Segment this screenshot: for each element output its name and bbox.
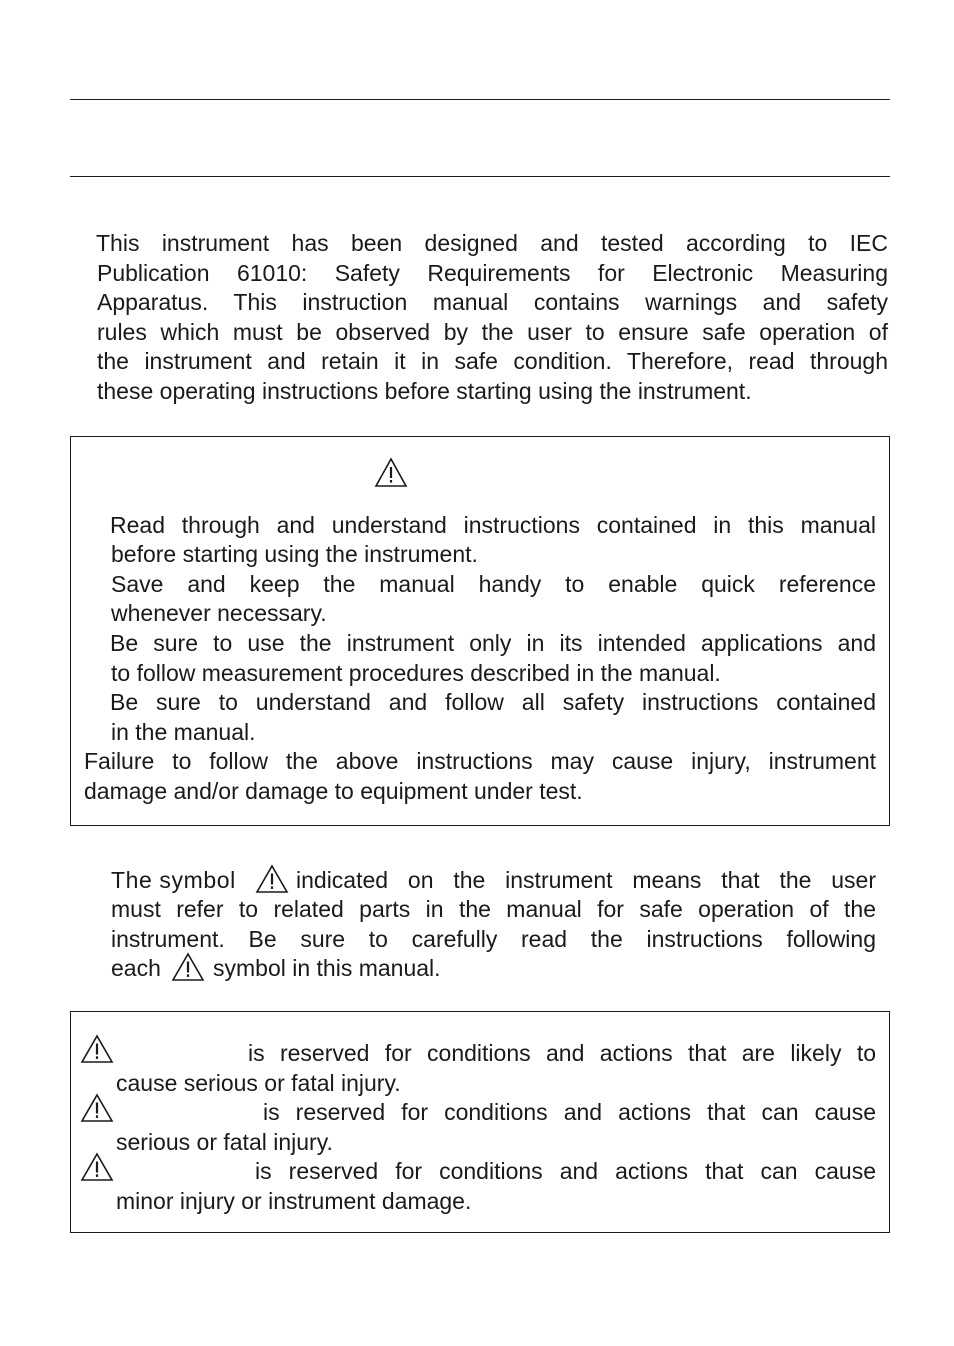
warning-triangle-icon	[80, 1034, 114, 1064]
symbol-para-text: symbol in this manual.	[213, 955, 441, 981]
signal-word-line: is reserved for conditions and actions that are likely to	[248, 1040, 876, 1066]
signal-word-line: cause serious or fatal injury.	[116, 1070, 401, 1096]
warning-item-line: whenever necessary.	[111, 600, 327, 626]
second-rule	[70, 176, 890, 177]
top-rule	[70, 99, 890, 100]
symbol-para-text: instrument. Be sure to carefully read the instructions following	[111, 926, 876, 952]
warning-item-line: in the manual.	[111, 719, 256, 745]
warning-footer-line: damage and/or damage to equipment under test.	[84, 778, 583, 804]
warning-triangle-icon	[80, 1152, 114, 1182]
symbol-para-text: each	[111, 955, 161, 981]
intro-line: rules which must be observed by the user to ensure safe operation of	[97, 319, 888, 345]
warning-item-line: Read through and understand instructions contained in this manual	[110, 512, 876, 538]
warning-item-line: Save and keep the manual handy to enable quick reference	[111, 571, 876, 597]
symbol-para-text: must refer to related parts in the manual for safe operation of the	[111, 896, 876, 922]
intro-line: the instrument and retain it in safe condition. Therefore, read through	[97, 348, 888, 374]
intro-line: Publication 61010: Safety Requirements for Electronic Measuring	[97, 260, 888, 286]
intro-line: these operating instructions before starting using the instrument.	[97, 378, 752, 404]
warning-item-line: to follow measurement procedures described in the manual.	[111, 660, 721, 686]
signal-word-line: minor injury or instrument damage.	[116, 1188, 472, 1214]
warning-item-line: Be sure to understand and follow all safety instructions contained	[110, 689, 876, 715]
warning-item-line: Be sure to use the instrument only in its intended applications and	[110, 630, 876, 656]
signal-word-line: serious or fatal injury.	[116, 1129, 333, 1155]
signal-word-line: is reserved for conditions and actions that can cause	[255, 1158, 876, 1184]
warning-triangle-icon	[171, 952, 205, 982]
symbol-para-text: The symbol	[111, 867, 236, 893]
symbol-para-text: indicated on the instrument means that the user	[296, 867, 876, 893]
intro-line: This instrument has been designed and tested according to IEC	[96, 230, 888, 256]
warning-item-line: before starting using the instrument.	[111, 541, 478, 567]
warning-triangle-icon	[374, 457, 408, 488]
warning-footer-line: Failure to follow the above instructions may cause injury, instrument	[84, 748, 876, 774]
warning-triangle-icon	[255, 864, 289, 894]
warning-triangle-icon	[80, 1093, 114, 1123]
signal-word-line: is reserved for conditions and actions that can cause	[263, 1099, 876, 1125]
intro-line: Apparatus. This instruction manual contains warnings and safety	[97, 289, 888, 315]
